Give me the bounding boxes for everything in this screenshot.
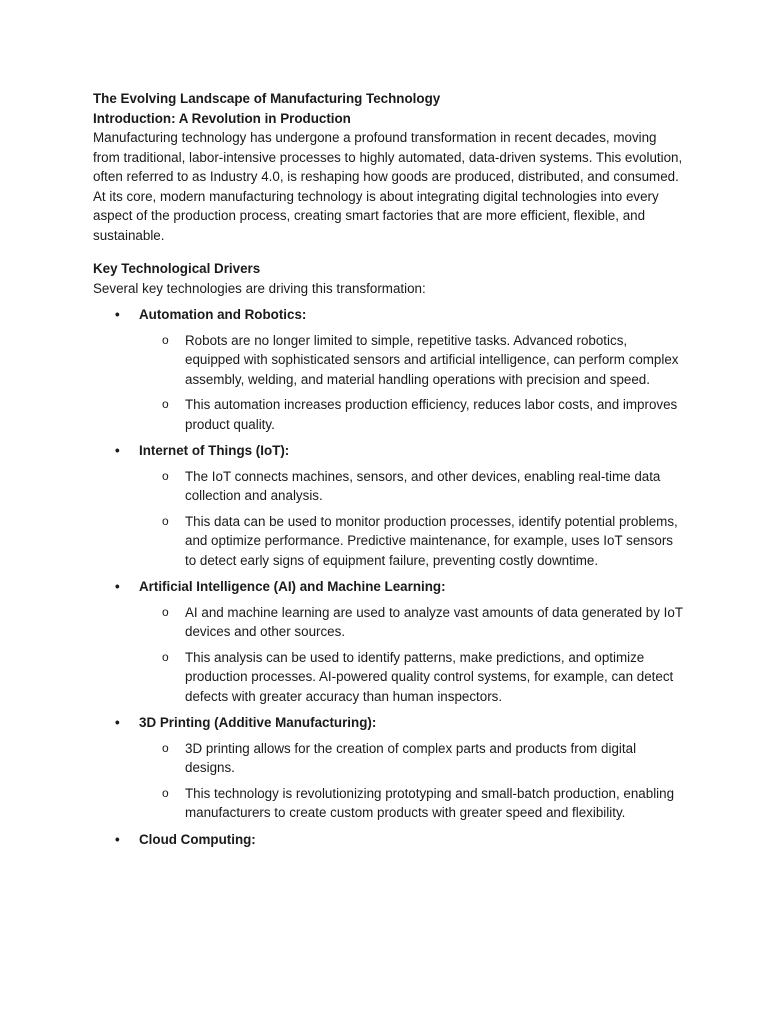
bullet-icon: • xyxy=(115,443,120,458)
driver-item xyxy=(93,830,683,850)
driver-point-text: AI and machine learning are used to analyze vast amounts of data generated by IoT devices and other sources. xyxy=(185,604,683,639)
driver-point xyxy=(139,512,683,571)
driver-point xyxy=(139,648,683,707)
driver-title: Cloud Computing: xyxy=(139,831,256,847)
driver-point-text: This analysis can be used to identify patterns, make predictions, and optimize production processes. AI-powered quality control systems, for example, can detect defects with greater accuracy than human inspectors. xyxy=(185,649,674,704)
document-title: The Evolving Landscape of Manufacturing Technology xyxy=(93,91,441,106)
driver-points xyxy=(139,467,683,571)
driver-point-text: Robots are no longer limited to simple, repetitive tasks. Advanced robotics, equipped with sophisticated sensors and artificial intelligence, can perform complex assembly, welding, and material handling operations with precision and speed. xyxy=(185,332,679,387)
sub-bullet-icon: o xyxy=(162,332,169,347)
bullet-icon: • xyxy=(115,715,120,730)
driver-title: 3D Printing (Additive Manufacturing): xyxy=(139,715,377,730)
driver-title: Artificial Intelligence (AI) and Machine Learning: xyxy=(139,579,446,594)
driver-point-text: This technology is revolutionizing prototyping and small-batch production, enabling manufacturers to create custom products with greater speed and flexibility. xyxy=(185,785,675,820)
bullet-icon: • xyxy=(115,579,120,594)
driver-point xyxy=(139,467,683,506)
driver-title: Automation and Robotics: xyxy=(139,307,307,322)
drivers-intro: Several key technologies are driving this transformation: xyxy=(93,280,426,296)
driver-item xyxy=(93,713,683,823)
sub-bullet-icon: o xyxy=(162,468,169,483)
driver-point-text: The IoT connects machines, sensors, and other devices, enabling real-time data collection and analysis. xyxy=(185,468,661,503)
intro-heading: Introduction: A Revolution in Production xyxy=(93,110,351,126)
sub-bullet-icon: o xyxy=(162,649,169,664)
driver-point xyxy=(139,603,683,642)
bullet-icon: • xyxy=(115,831,120,847)
driver-points xyxy=(139,331,683,435)
driver-point-text: This automation increases production efficiency, reduces labor costs, and improves product quality. xyxy=(185,397,678,432)
sub-bullet-icon: o xyxy=(162,604,169,619)
driver-point-text: This data can be used to monitor production processes, identify potential problems, and optimize performance. Predictive maintenance, for example, uses IoT sensors to detect early signs of equipment failure, preventing costly downtime. xyxy=(185,513,678,568)
drivers-list xyxy=(93,305,683,849)
drivers-section xyxy=(93,259,683,849)
sub-bullet-icon: o xyxy=(162,397,169,411)
intro-paragraph: Manufacturing technology has undergone a profound transformation in recent decades, moving from traditional, labor-intensive processes to highly automated, data-driven systems. This evolution, often referred to as Industry 4.0, is reshaping how goods are produced, distributed, and consumed. At its core, modern manufacturing technology is about integrating digital technologies into every aspect of the production process, creating smart factories that are more efficient, flexible, and sustainable. xyxy=(93,130,683,243)
sub-bullet-icon: o xyxy=(162,513,169,528)
driver-point-text: 3D printing allows for the creation of complex parts and products from digital designs. xyxy=(185,740,637,775)
driver-points xyxy=(139,739,683,823)
driver-item xyxy=(93,577,683,706)
driver-point xyxy=(139,784,683,823)
drivers-heading: Key Technological Drivers xyxy=(93,261,261,276)
document-page xyxy=(93,89,683,849)
driver-point xyxy=(139,739,683,778)
driver-point xyxy=(139,395,683,434)
sub-bullet-icon: o xyxy=(162,740,169,755)
bullet-icon: • xyxy=(115,307,120,322)
driver-title: Internet of Things (IoT): xyxy=(139,443,290,458)
sub-bullet-icon: o xyxy=(162,785,169,800)
driver-point xyxy=(139,331,683,390)
driver-item xyxy=(93,305,683,434)
driver-item xyxy=(93,441,683,570)
driver-points xyxy=(139,603,683,707)
